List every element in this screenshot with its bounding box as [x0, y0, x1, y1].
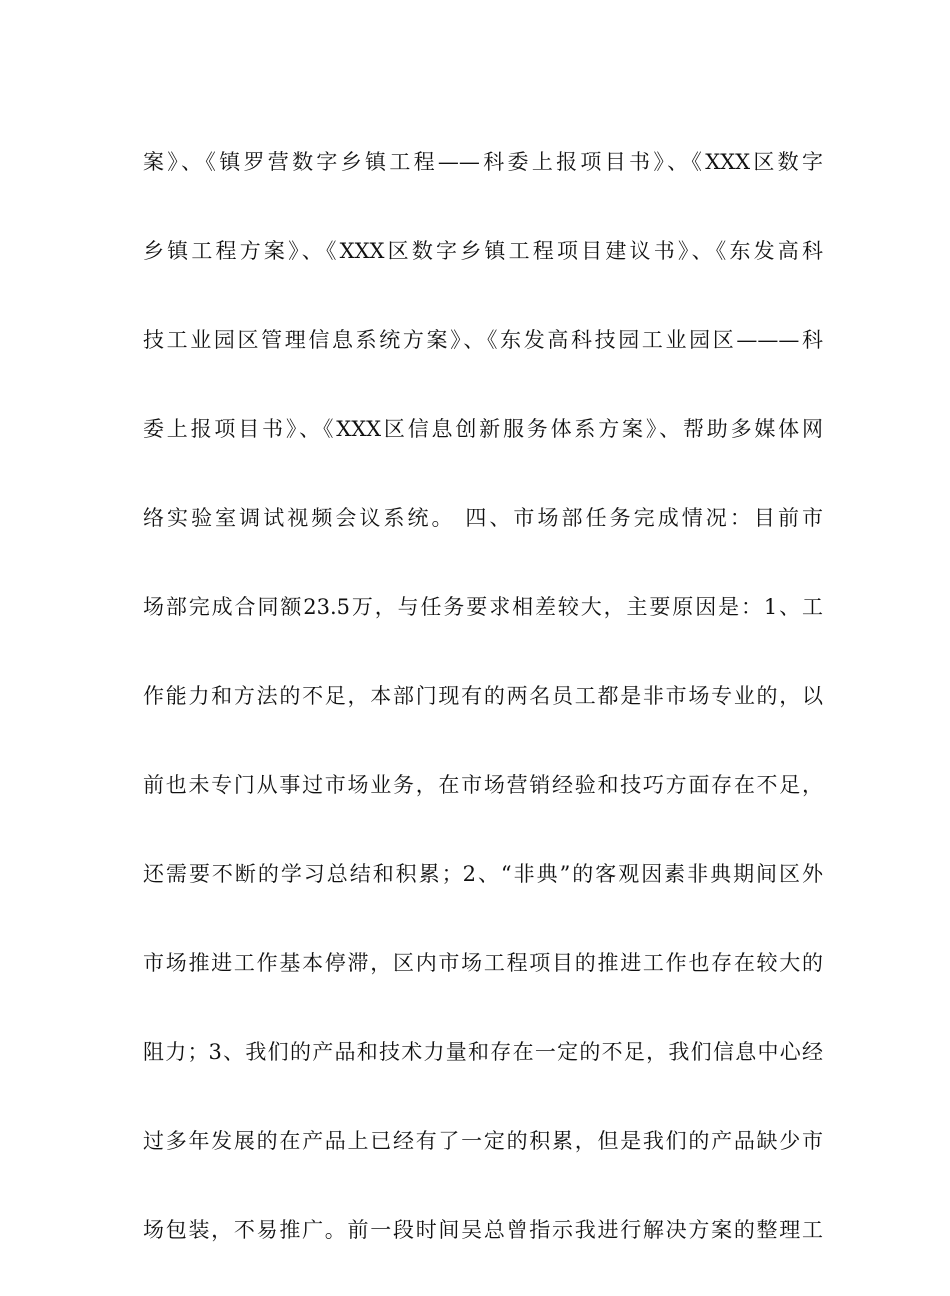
text-line: 场部完成合同额23.5万，与任务要求相差较大，主要原因是：1、工 [143, 595, 823, 619]
text-line: 技工业园区管理信息系统方案》、《东发高科技园工业园区———科 [143, 328, 823, 352]
text-line: 乡镇工程方案》、《XXX区数字乡镇工程项目建议书》、《东发高科 [143, 239, 823, 263]
text-line: 阻力；3、我们的产品和技术力量和存在一定的不足，我们信息中心经 [143, 1040, 823, 1064]
text-line: 场包装，不易推广。前一段时间吴总曾指示我进行解决方案的整理工 [143, 1218, 823, 1242]
text-line: 市场推进工作基本停滞，区内市场工程项目的推进工作也存在较大的 [143, 951, 823, 975]
text-line: 络实验室调试视频会议系统。 四、市场部任务完成情况：目前市 [143, 506, 823, 530]
text-line: 案》、《镇罗营数字乡镇工程——科委上报项目书》、《XXX区数字 [143, 150, 823, 174]
text-line: 过多年发展的在产品上已经有了一定的积累，但是我们的产品缺少市 [143, 1129, 823, 1153]
body-text [143, 139, 823, 1296]
text-line: 委上报项目书》、《XXX区信息创新服务体系方案》、帮助多媒体网 [143, 417, 823, 441]
text-line: 还需要不断的学习总结和积累；2、“非典”的客观因素非典期间区外 [143, 862, 823, 886]
text-line: 作能力和方法的不足，本部门现有的两名员工都是非市场专业的，以 [143, 684, 823, 708]
text-line: 前也未专门从事过市场业务，在市场营销经验和技巧方面存在不足， [143, 773, 823, 797]
